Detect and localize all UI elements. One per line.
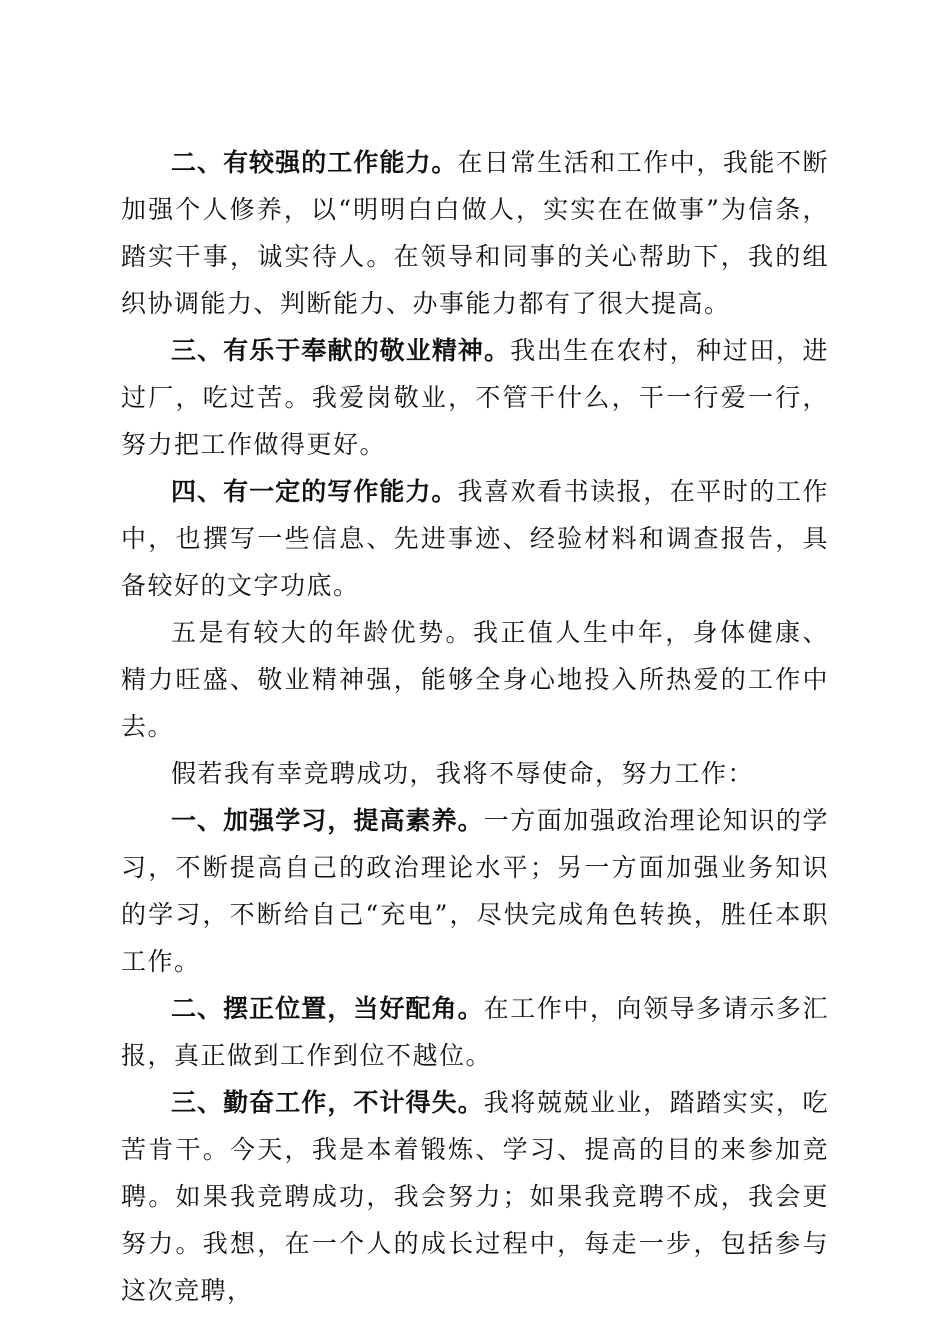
paragraph-text: 假若我有幸竞聘成功，我将不辱使命，努力工作：	[171, 759, 755, 788]
paragraph-strengthen-study	[121, 797, 829, 985]
paragraph-heading: 二、摆正位置，当好配角。	[171, 994, 484, 1023]
paragraph-dedication	[121, 327, 829, 468]
paragraph-heading: 三、有乐于奉献的敬业精神。	[171, 336, 511, 365]
paragraph-if-successful	[121, 750, 829, 797]
paragraph-text: 我喜欢看书读报，在平时的工作中，也撰写一些信息、先进事迹、经验材料和调查报告，具备较好的文字功底。	[121, 477, 829, 600]
paragraph-writing-ability	[121, 468, 829, 609]
paragraph-diligent-work	[121, 1079, 829, 1314]
paragraph-heading: 三、勤奋工作，不计得失。	[171, 1088, 484, 1117]
paragraph-heading: 二、有较强的工作能力。	[171, 148, 458, 177]
paragraph-right-position	[121, 985, 829, 1079]
paragraph-heading: 四、有一定的写作能力。	[171, 477, 458, 506]
paragraph-text: 一方面加强政治理论知识的学习，不断提高自己的政治理论水平；另一方面加强业务知识的学习，不断给自己“充电”，尽快完成角色转换，胜任本职工作。	[121, 806, 829, 976]
paragraph-work-ability	[121, 139, 829, 327]
paragraph-heading: 一、加强学习，提高素养。	[171, 806, 484, 835]
paragraph-text: 五是有较大的年龄优势。我正值人生中年，身体健康、精力旺盛、敬业精神强，能够全身心地投入所热爱的工作中去。	[121, 618, 829, 741]
document-body	[121, 139, 829, 1314]
paragraph-text: 在日常生活和工作中，我能不断加强个人修养，以“明明白白做人，实实在在做事”为信条，踏实干事，诚实待人。在领导和同事的关心帮助下，我的组织协调能力、判断能力、办事能力都有了很大提高。	[121, 148, 829, 318]
paragraph-text: 在工作中，向领导多请示多汇报，真正做到工作到位不越位。	[121, 994, 829, 1070]
paragraph-text: 我将兢兢业业，踏踏实实，吃苦肯干。今天，我是本着锻炼、学习、提高的目的来参加竞聘。如果我竞聘成功，我会努力；如果我竞聘不成，我会更努力。我想，在一个人的成长过程中，每走一步，包括参与这次竞聘，	[121, 1088, 829, 1305]
paragraph-age-advantage	[121, 609, 829, 750]
paragraph-text: 我出生在农村，种过田，进过厂，吃过苦。我爱岗敬业，不管干什么，干一行爱一行，努力把工作做得更好。	[121, 336, 829, 459]
